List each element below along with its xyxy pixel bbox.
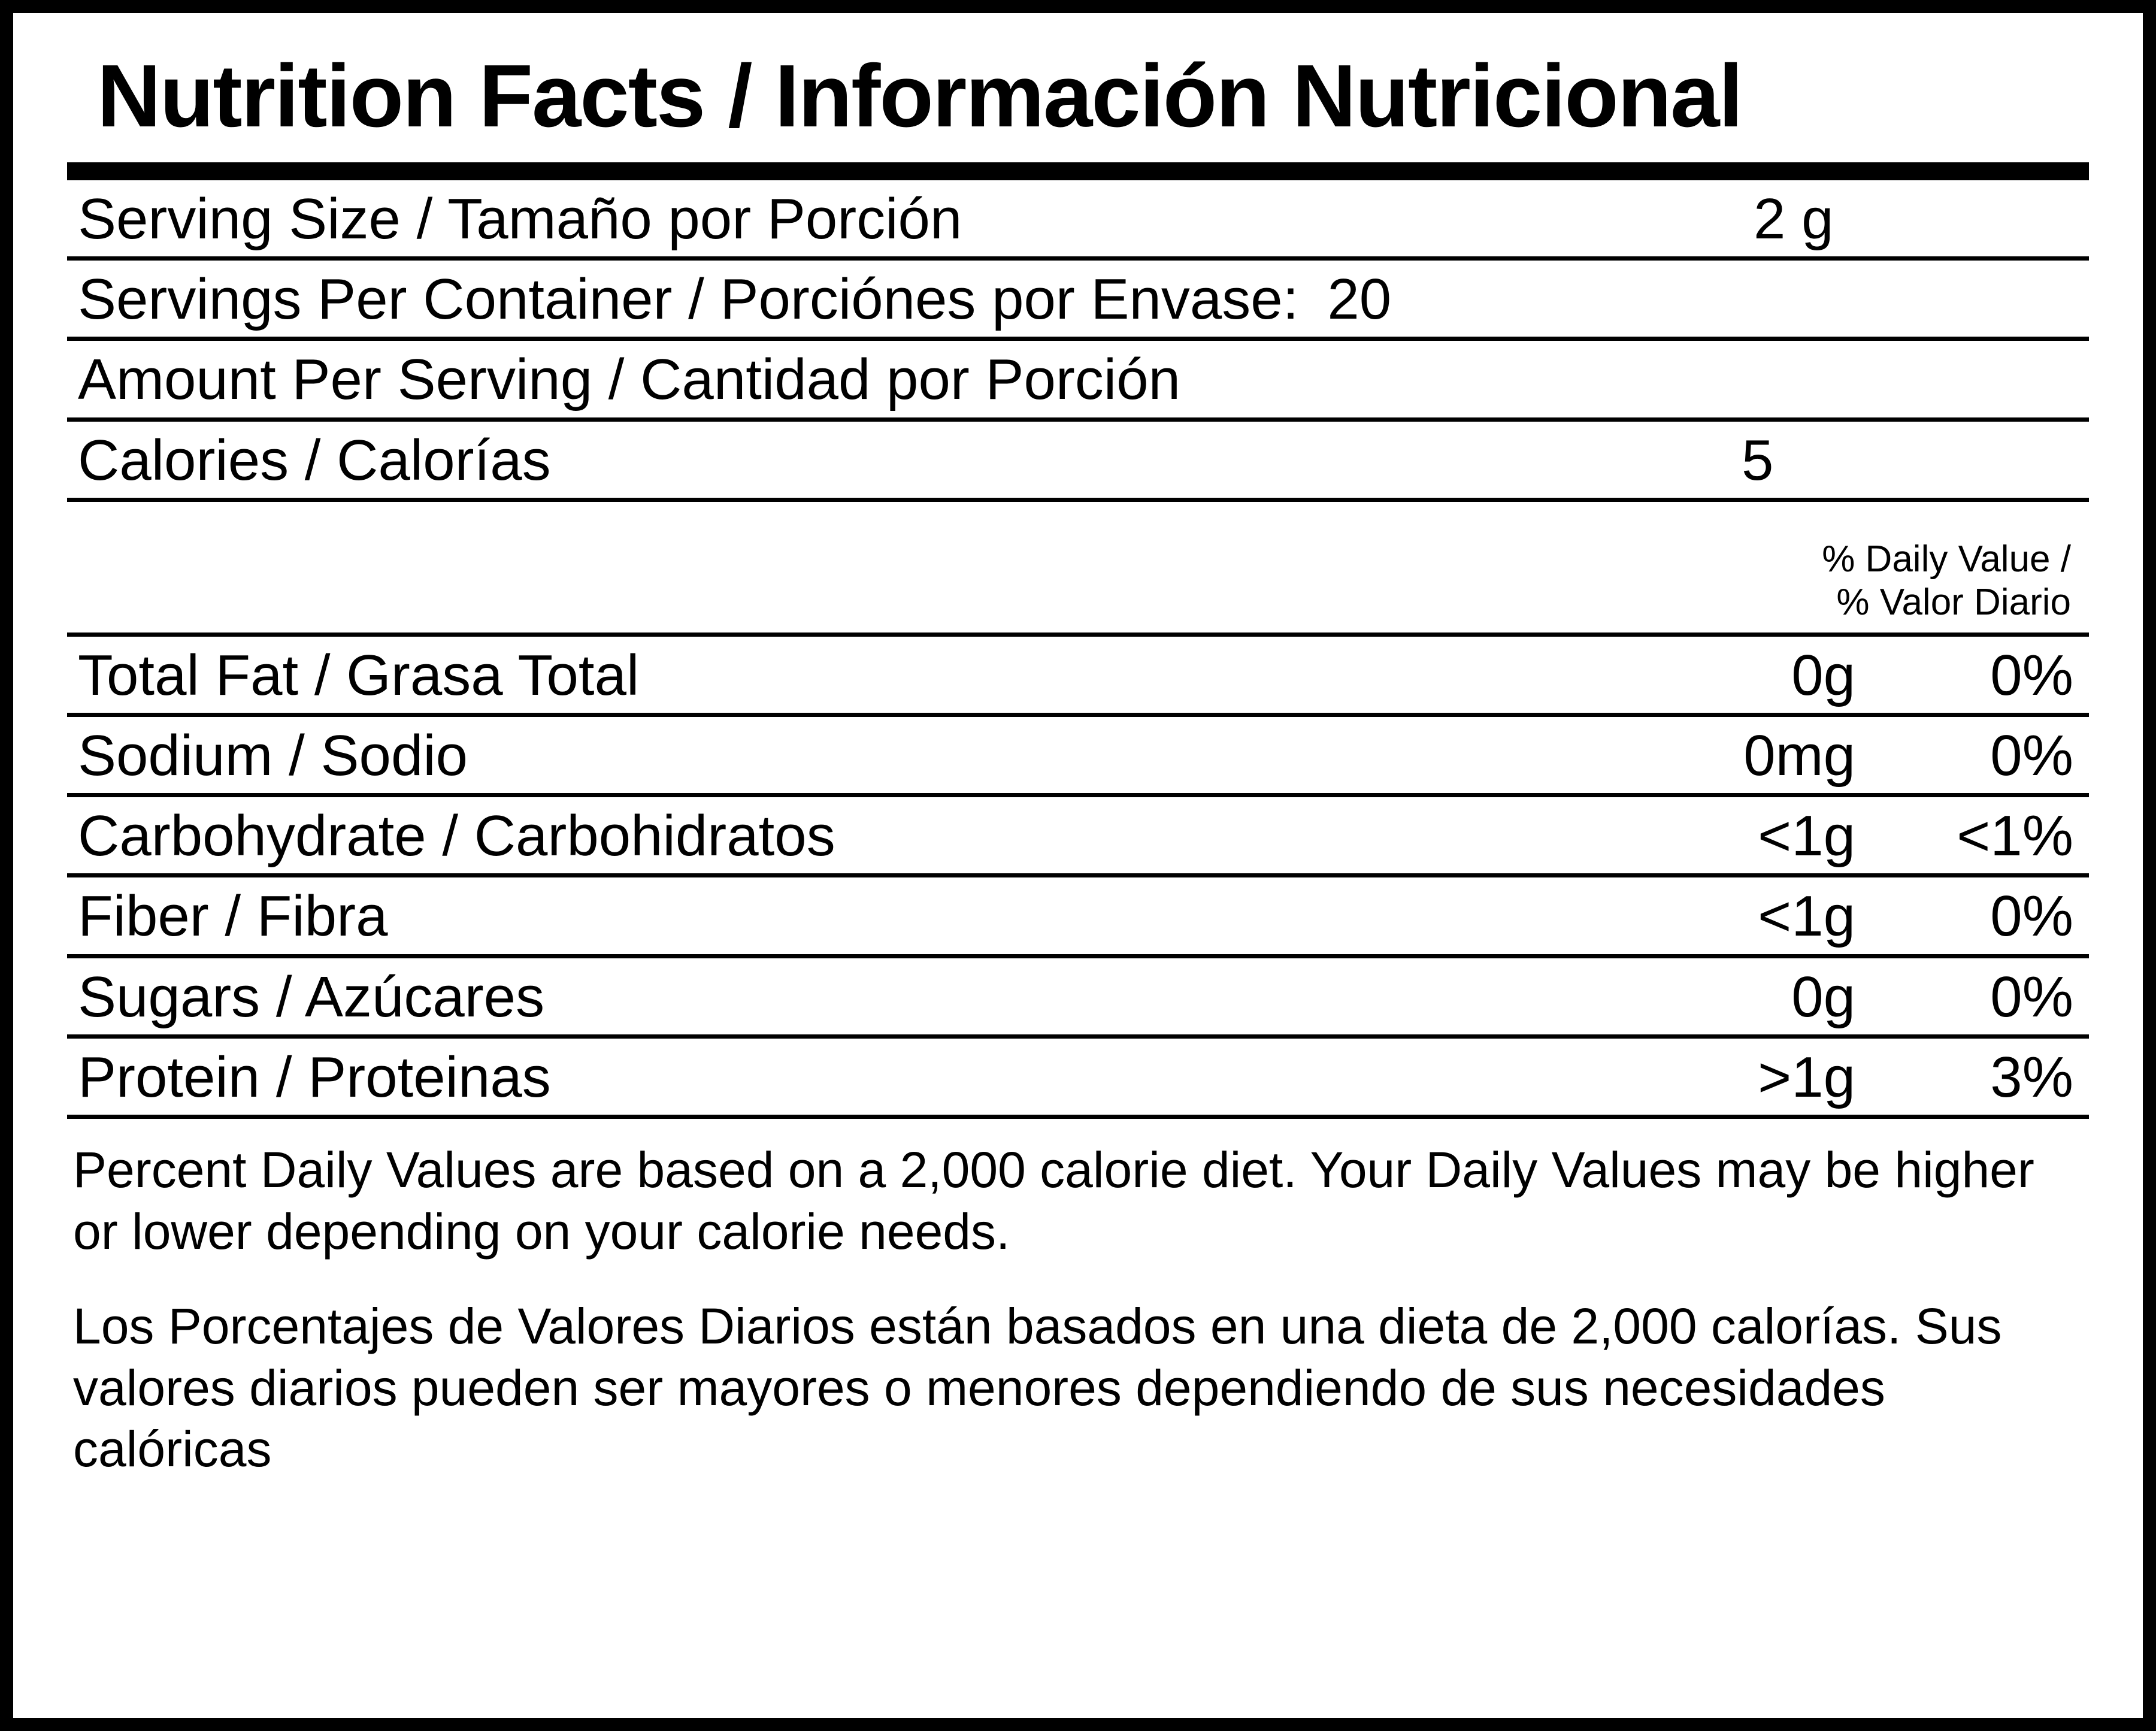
serving-size-label: Serving Size / Tamaño por Porción	[78, 186, 962, 251]
servings-per-container-label: Servings Per Container / Porciónes por Envase:	[78, 267, 1299, 332]
nutrient-name: Protein / Proteinas	[78, 1045, 551, 1109]
nutrient-name: Total Fat / Grasa Total	[78, 643, 640, 707]
title-divider	[67, 162, 2089, 180]
nutrient-amount: <1g	[1758, 804, 1855, 868]
nutrient-amount: >1g	[1758, 1045, 1855, 1109]
nutrient-amount: 0g	[1791, 964, 1855, 1029]
servings-per-container-value: 20	[1327, 267, 1392, 332]
nutrient-name: Fiber / Fibra	[78, 884, 388, 949]
nutrient-amount: <1g	[1758, 884, 1855, 949]
nutrient-name: Sodium / Sodio	[78, 723, 468, 788]
nutrient-amount: 0mg	[1743, 723, 1855, 788]
serving-size-value: 2 g	[1754, 186, 1834, 251]
calories-value: 5	[1742, 428, 1774, 492]
daily-value-header-line1: % Daily Value /	[1822, 538, 2071, 580]
table-row	[67, 954, 2089, 1034]
calories-row	[67, 422, 2089, 502]
nutrient-daily-value: 0%	[1990, 964, 2073, 1029]
table-row	[67, 793, 2089, 873]
nutrient-daily-value: 3%	[1990, 1045, 2073, 1109]
nutrient-daily-value: 0%	[1990, 643, 2073, 707]
nutrient-table	[67, 633, 2089, 1119]
footnote-spanish: Los Porcentajes de Valores Diarios están basados en una dieta de 2,000 calorías. Sus valores diarios pueden ser mayores o menores dependiendo de sus necesidades calóricas	[73, 1298, 2002, 1478]
amount-per-serving-label: Amount Per Serving / Cantidad por Porción	[78, 347, 1180, 412]
amount-per-serving-row	[67, 341, 2089, 421]
table-row	[67, 713, 2089, 793]
nutrient-amount: 0g	[1791, 643, 1855, 707]
nutrient-daily-value: 0%	[1990, 723, 2073, 788]
footnote-english: Percent Daily Values are based on a 2,000 calorie diet. Your Daily Values may be higher or lower depending on your calorie needs.	[73, 1142, 2034, 1260]
daily-value-header-line2: % Valor Diario	[1836, 581, 2071, 623]
nutrient-name: Sugars / Azúcares	[78, 964, 545, 1029]
nutrient-daily-value: <1%	[1957, 804, 2073, 868]
nutrient-daily-value: 0%	[1990, 884, 2073, 949]
table-row	[67, 873, 2089, 954]
table-row	[67, 1034, 2089, 1119]
table-row	[67, 633, 2089, 713]
calories-label: Calories / Calorías	[78, 428, 551, 492]
servings-per-container-row	[67, 261, 2089, 341]
serving-info-group	[67, 180, 2089, 502]
footnotes	[67, 1139, 2089, 1479]
daily-value-header	[67, 502, 2089, 633]
serving-size-row	[67, 180, 2089, 261]
page-title: Nutrition Facts / Información Nutricional	[97, 47, 1742, 146]
nutrient-name: Carbohydrate / Carbohidratos	[78, 804, 835, 868]
